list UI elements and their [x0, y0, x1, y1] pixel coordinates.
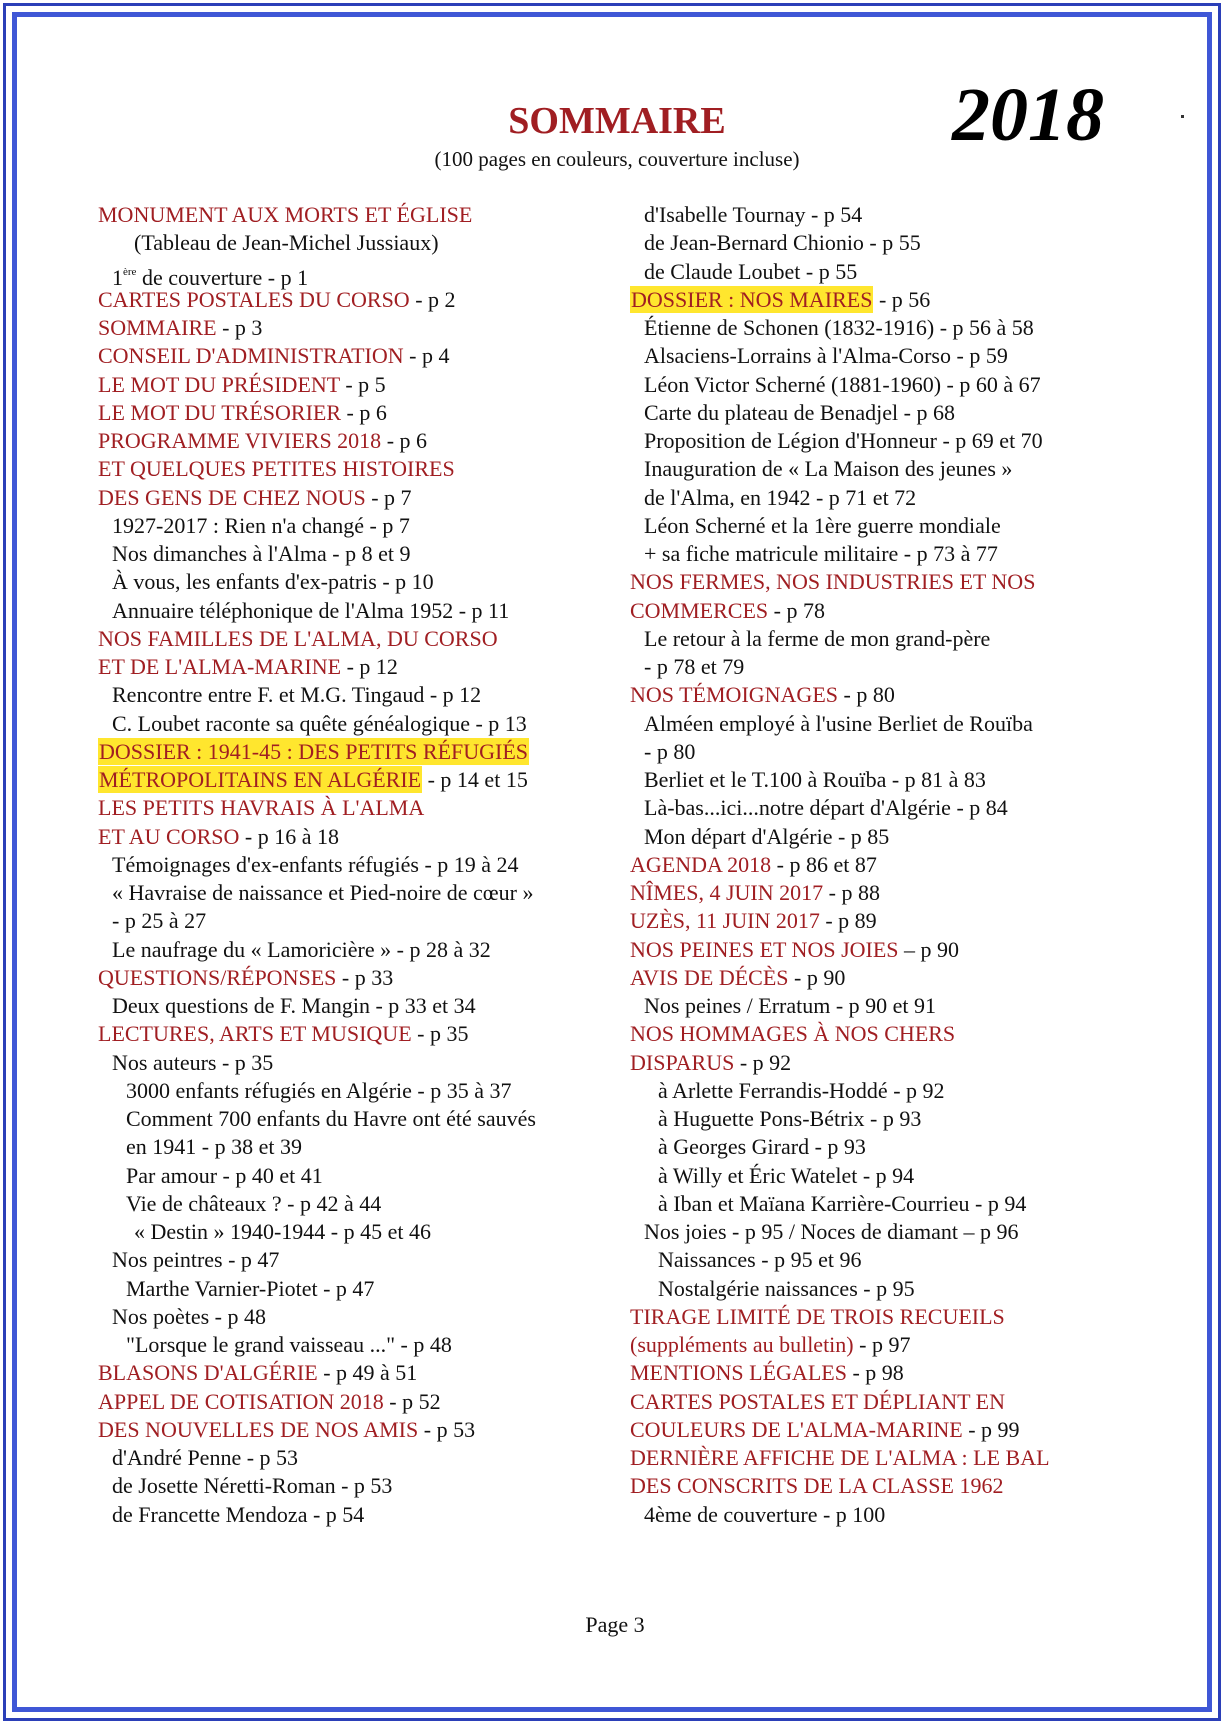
toc-page-ref: - p 5	[339, 371, 386, 397]
toc-page-ref: - p 12	[341, 654, 398, 679]
toc-entry-text: de Josette Néretti-Roman - p 53	[112, 1473, 393, 1499]
toc-section-heading: COMMERCES	[630, 597, 769, 623]
toc-entry-text: Nos peines / Erratum - p 90 et 91	[644, 993, 937, 1018]
toc-entry-text: 1	[112, 264, 123, 290]
toc-entry	[98, 1246, 618, 1274]
toc-section-heading: COULEURS DE L'ALMA-MARINE	[630, 1416, 963, 1442]
toc-page-ref: - p 99	[962, 1416, 1020, 1442]
toc-section-heading: UZÈS, 11 JUIN 2017	[630, 908, 820, 934]
toc-entry	[630, 314, 1150, 342]
toc-section-line	[630, 1303, 1150, 1331]
toc-entry	[98, 851, 618, 879]
toc-entry	[98, 1077, 618, 1105]
toc-entry	[630, 625, 1150, 653]
toc-entry-text: Comment 700 enfants du Havre ont été sauvés	[126, 1106, 536, 1131]
toc-entry	[630, 1218, 1150, 1246]
toc-entry	[98, 681, 618, 709]
toc-superscript: ère	[123, 265, 137, 278]
toc-entry-text: Mon départ d'Algérie - p 85	[644, 823, 890, 849]
toc-entry	[630, 399, 1150, 427]
toc-section-heading: MONUMENT AUX MORTS ET ÉGLISE	[98, 202, 473, 227]
toc-entry	[98, 1133, 618, 1161]
toc-entry	[98, 1190, 618, 1218]
toc-entry-text: Alméen employé à l'usine Berliet de Rouïba	[644, 710, 1033, 736]
toc-entry-text: Proposition de Légion d'Honneur - p 69 et 70	[644, 428, 1043, 453]
toc-section-heading: PROGRAMME VIVIERS 2018	[98, 428, 382, 453]
page-subtitle: (100 pages en couleurs, couverture incluse)	[434, 147, 800, 171]
toc-entry	[630, 1162, 1150, 1190]
toc-entry-text: Nos peintres - p 47	[112, 1247, 280, 1273]
toc-section-heading: DES CONSCRITS DE LA CLASSE 1962	[630, 1473, 1004, 1499]
toc-section-heading: NOS HOMMAGES À NOS CHERS	[630, 1021, 956, 1047]
toc-entry-text: d'Isabelle Tournay - p 54	[644, 202, 863, 227]
toc-entry-text: à Georges Girard - p 93	[658, 1134, 866, 1160]
toc-section-heading: ET DE L'ALMA-MARINE	[98, 654, 342, 679]
toc-entry	[98, 1501, 618, 1529]
toc-entry	[630, 427, 1150, 455]
toc-entry-text: Deux questions de F. Mangin - p 33 et 34	[112, 993, 476, 1018]
toc-section-heading: NÎMES, 4 JUIN 2017	[630, 880, 824, 905]
toc-entry	[98, 597, 618, 625]
toc-section-heading: CARTES POSTALES DU CORSO	[98, 286, 410, 312]
toc-page-ref: - p 3	[216, 315, 263, 340]
toc-right-column	[630, 201, 1150, 1529]
toc-section-line	[630, 907, 1150, 935]
toc-section-heading: BLASONS D'ALGÉRIE	[98, 1360, 318, 1386]
toc-entry	[98, 540, 618, 568]
toc-section-line	[630, 879, 1150, 907]
toc-section-line	[98, 738, 618, 766]
toc-section-heading: CONSEIL D'ADMINISTRATION	[98, 343, 404, 369]
toc-entry-text: Alsaciens-Lorrains à l'Alma-Corso - p 59	[644, 343, 1008, 369]
toc-entry-text: Inauguration de « La Maison des jeunes »	[644, 456, 1013, 482]
toc-section-heading: LE MOT DU TRÉSORIER	[98, 399, 342, 425]
toc-left-column	[98, 201, 618, 1529]
toc-entry-text: Annuaire téléphonique de l'Alma 1952 - p 11	[112, 597, 510, 623]
toc-dossier-heading: MÉTROPOLITAINS EN ALGÉRIE	[99, 767, 422, 792]
toc-entry-text: de Francette Mendoza - p 54	[112, 1501, 365, 1527]
toc-entry	[98, 879, 618, 907]
toc-section-line	[98, 342, 618, 370]
toc-entry-text: à Arlette Ferrandis-Hoddé - p 92	[658, 1077, 945, 1103]
toc-entry	[630, 1190, 1150, 1218]
toc-section-line	[98, 1359, 618, 1387]
toc-entry	[98, 907, 618, 935]
toc-entry	[630, 710, 1150, 738]
toc-section-line	[98, 794, 618, 822]
toc-page-ref: - p 16 à 18	[239, 823, 339, 849]
toc-page-ref: - p 4	[403, 343, 450, 369]
toc-section-heading: NOS PEINES ET NOS JOIES	[630, 936, 899, 962]
toc-entry	[98, 936, 618, 964]
toc-section-heading: DES NOUVELLES DE NOS AMIS	[98, 1416, 419, 1442]
toc-page-ref: - p 98	[846, 1360, 904, 1386]
toc-page-ref: - p 6	[341, 399, 387, 425]
toc-section-line	[630, 1049, 1150, 1077]
toc-section-heading: APPEL DE COTISATION 2018	[98, 1388, 384, 1414]
toc-entry-text: 3000 enfants réfugiés en Algérie - p 35 à 37	[126, 1077, 512, 1103]
toc-entry	[630, 1275, 1150, 1303]
toc-page-ref: - p 89	[819, 908, 877, 934]
toc-entry-text: Là-bas...ici...notre départ d'Algérie - p 84	[644, 795, 1008, 821]
toc-entry	[98, 512, 618, 540]
toc-entry	[630, 653, 1150, 681]
toc-section-line	[630, 568, 1150, 596]
toc-page-ref: – p 90	[898, 936, 960, 962]
toc-entry-text: Nos auteurs - p 35	[112, 1049, 274, 1075]
toc-entry-text: en 1941 - p 38 et 39	[126, 1134, 302, 1160]
toc-entry-text: Par amour - p 40 et 41	[126, 1162, 323, 1188]
toc-entry	[98, 992, 618, 1020]
toc-entry-text: Vie de châteaux ? - p 42 à 44	[126, 1190, 382, 1216]
toc-page-ref: - p 80	[838, 682, 895, 708]
toc-section-heading: NOS TÉMOIGNAGES	[630, 682, 838, 708]
toc-entry-text: Nostalgérie naissances - p 95	[658, 1275, 915, 1301]
toc-section-line	[98, 1020, 618, 1048]
toc-section-line	[98, 823, 618, 851]
toc-entry-text: "Lorsque le grand vaisseau ..." - p 48	[126, 1332, 452, 1357]
scan-speck	[1181, 115, 1184, 118]
toc-dossier-heading: DOSSIER : NOS MAIRES	[631, 286, 873, 312]
toc-entry-text-cont: de couverture - p 1	[136, 264, 309, 290]
toc-section-line	[98, 286, 618, 314]
toc-section-line	[98, 653, 618, 681]
toc-section-heading: (suppléments au bulletin)	[630, 1332, 854, 1357]
toc-entry-text: - p 78 et 79	[644, 654, 745, 679]
toc-entry	[98, 1218, 618, 1246]
toc-entry	[98, 568, 618, 596]
toc-entry-text: Carte du plateau de Benadjel - p 68	[644, 399, 955, 425]
toc-section-line	[98, 399, 618, 427]
toc-entry-text: Léon Scherné et la 1ère guerre mondiale	[644, 512, 1001, 538]
toc-section-heading: NOS FERMES, NOS INDUSTRIES ET NOS	[630, 569, 1036, 595]
toc-entry-text: Témoignages d'ex-enfants réfugiés - p 19 à 24	[112, 851, 519, 877]
toc-entry	[630, 1133, 1150, 1161]
toc-entry	[630, 512, 1150, 540]
toc-entry	[98, 1331, 618, 1359]
toc-section-line	[98, 455, 618, 483]
year-label: 2018	[952, 73, 1104, 157]
toc-page-ref: - p 7	[365, 484, 412, 510]
toc-entry-text: de Jean-Bernard Chionio - p 55	[644, 230, 921, 256]
toc-section-line	[630, 1388, 1150, 1416]
toc-entry-text: Nos poètes - p 48	[112, 1303, 266, 1329]
toc-section-line	[630, 286, 1150, 314]
toc-section-line	[98, 964, 618, 992]
toc-section-heading: QUESTIONS/RÉPONSES	[98, 964, 337, 990]
toc-section-line	[630, 851, 1150, 879]
toc-entry	[630, 823, 1150, 851]
toc-entry	[630, 371, 1150, 399]
page-title: SOMMAIRE	[508, 100, 726, 142]
toc-section-heading: ET QUELQUES PETITES HISTOIRES	[98, 456, 455, 482]
toc-entry	[630, 1246, 1150, 1274]
toc-entry	[98, 710, 618, 738]
toc-entry	[630, 992, 1150, 1020]
toc-section-line	[98, 371, 618, 399]
toc-entry-text: de Claude Loubet - p 55	[644, 258, 858, 284]
toc-entry	[98, 1162, 618, 1190]
toc-entry-text: à Willy et Éric Watelet - p 94	[658, 1162, 915, 1188]
toc-section-heading: TIRAGE LIMITÉ DE TROIS RECUEILS	[630, 1303, 1005, 1329]
toc-entry-text: Le retour à la ferme de mon grand-père	[644, 625, 991, 651]
toc-entry-text: 1927-2017 : Rien n'a changé - p 7	[112, 512, 410, 538]
toc-page-ref: - p 14 et 15	[422, 767, 528, 792]
toc-page-ref: - p 92	[734, 1049, 792, 1075]
toc-entry	[98, 1049, 618, 1077]
toc-section-heading: NOS FAMILLES DE L'ALMA, DU CORSO	[98, 625, 498, 651]
toc-section-line	[630, 1359, 1150, 1387]
toc-section-line	[630, 936, 1150, 964]
toc-section-line	[98, 427, 618, 455]
toc-section-line	[630, 1416, 1150, 1444]
toc-entry-text: à Iban et Maïana Karrière-Courrieu - p 94	[658, 1190, 1027, 1216]
toc-entry-text: « Havraise de naissance et Pied-noire de cœur »	[112, 880, 534, 905]
toc-entry-text: Nos joies - p 95 / Noces de diamant – p 96	[644, 1219, 1019, 1244]
toc-section-heading: MENTIONS LÉGALES	[630, 1360, 847, 1386]
toc-entry-text: Naissances - p 95 et 96	[658, 1247, 862, 1273]
toc-dossier-heading: DOSSIER : 1941-45 : DES PETITS RÉFUGIÉS	[99, 738, 529, 764]
toc-section-line	[630, 597, 1150, 625]
toc-section-line	[630, 681, 1150, 709]
toc-section-line	[98, 1416, 618, 1444]
toc-entry-text: - p 25 à 27	[112, 908, 207, 934]
toc-page-ref: - p 53	[418, 1416, 476, 1442]
toc-entry	[98, 1472, 618, 1500]
toc-section-heading: LES PETITS HAVRAIS À L'ALMA	[98, 795, 425, 821]
toc-page-ref: - p 86 et 87	[771, 851, 877, 877]
toc-entry-text: 4ème de couverture - p 100	[644, 1501, 886, 1527]
toc-entry	[630, 1105, 1150, 1133]
toc-entry	[630, 1501, 1150, 1529]
toc-section-line	[98, 766, 618, 794]
toc-entry-text: de l'Alma, en 1942 - p 71 et 72	[644, 484, 917, 510]
page-number: Page 3	[585, 1612, 645, 1637]
toc-entry-text: Marthe Varnier-Piotet - p 47	[126, 1275, 375, 1301]
toc-entry-text: C. Loubet raconte sa quête généalogique - p 13	[112, 710, 527, 736]
toc-entry-text: - p 80	[644, 738, 696, 764]
toc-section-line	[630, 1444, 1150, 1472]
toc-section-line	[630, 1020, 1150, 1048]
toc-entry	[630, 229, 1150, 257]
toc-entry-text: d'André Penne - p 53	[112, 1445, 299, 1470]
toc-page-ref: - p 52	[383, 1388, 441, 1414]
toc-entry-text: Léon Victor Scherné (1881-1960) - p 60 à 67	[644, 371, 1041, 397]
toc-section-heading: AGENDA 2018	[630, 851, 772, 877]
toc-section-line	[630, 964, 1150, 992]
toc-entry-text: Étienne de Schonen (1832-1916) - p 56 à 58	[644, 315, 1034, 340]
toc-entry	[630, 1077, 1150, 1105]
toc-page-ref: - p 97	[853, 1332, 911, 1357]
toc-entry	[630, 201, 1150, 229]
toc-section-heading: CARTES POSTALES ET DÉPLIANT EN	[630, 1388, 1006, 1414]
toc-entry-text: + sa fiche matricule militaire - p 73 à 77	[644, 541, 998, 566]
toc-section-heading: LE MOT DU PRÉSIDENT	[98, 371, 340, 397]
toc-section-heading: AVIS DE DÉCÈS	[630, 964, 789, 990]
toc-entry	[98, 1303, 618, 1331]
toc-page-ref: - p 6	[381, 428, 428, 453]
toc-page-ref: - p 2	[409, 286, 456, 312]
toc-entry	[630, 342, 1150, 370]
toc-entry	[630, 794, 1150, 822]
toc-section-heading: DERNIÈRE AFFICHE DE L'ALMA : LE BAL	[630, 1445, 1050, 1470]
toc-entry-text: « Destin » 1940-1944 - p 45 et 46	[134, 1219, 431, 1244]
toc-page-ref: - p 88	[823, 880, 880, 905]
toc-section-line	[98, 314, 618, 342]
toc-entry-text: (Tableau de Jean-Michel Jussiaux)	[134, 230, 439, 256]
toc-section-heading: DISPARUS	[630, 1049, 735, 1075]
toc-entry	[630, 540, 1150, 568]
toc-entry-text: Berliet et le T.100 à Rouïba - p 81 à 83	[644, 767, 986, 792]
toc-section-heading: ET AU CORSO	[98, 823, 240, 849]
toc-entry	[630, 258, 1150, 286]
toc-section-line	[98, 201, 618, 229]
toc-entry	[630, 484, 1150, 512]
toc-entry-text: Rencontre entre F. et M.G. Tingaud - p 12	[112, 682, 482, 708]
toc-page-ref: - p 33	[336, 964, 394, 990]
toc-entry	[98, 1275, 618, 1303]
toc-entry	[630, 455, 1150, 483]
toc-entry	[98, 1444, 618, 1472]
toc-entry-text: à Huguette Pons-Bétrix - p 93	[658, 1106, 922, 1131]
toc-entry-text: Le naufrage du « Lamoricière » - p 28 à 32	[112, 936, 491, 962]
toc-section-heading: LECTURES, ARTS ET MUSIQUE	[98, 1021, 412, 1047]
toc-page-ref: - p 49 à 51	[317, 1360, 418, 1386]
toc-entry	[98, 1105, 618, 1133]
toc-section-line	[630, 1472, 1150, 1500]
toc-page-ref: - p 78	[768, 597, 825, 623]
toc-page-ref: - p 35	[411, 1021, 469, 1047]
toc-section-line	[98, 484, 618, 512]
toc-entry	[630, 766, 1150, 794]
toc-entry-text: Nos dimanches à l'Alma - p 8 et 9	[112, 541, 411, 566]
toc-entry	[98, 229, 618, 257]
toc-page-ref: - p 90	[788, 964, 846, 990]
toc-entry	[98, 258, 618, 290]
toc-section-line	[98, 1388, 618, 1416]
toc-section-line	[98, 625, 618, 653]
toc-entry-text: À vous, les enfants d'ex-patris - p 10	[112, 569, 434, 595]
toc-entry	[630, 738, 1150, 766]
toc-section-heading: DES GENS DE CHEZ NOUS	[98, 484, 366, 510]
toc-section-heading: SOMMAIRE	[98, 315, 217, 340]
toc-section-line	[630, 1331, 1150, 1359]
toc-page-ref: - p 56	[873, 286, 931, 312]
